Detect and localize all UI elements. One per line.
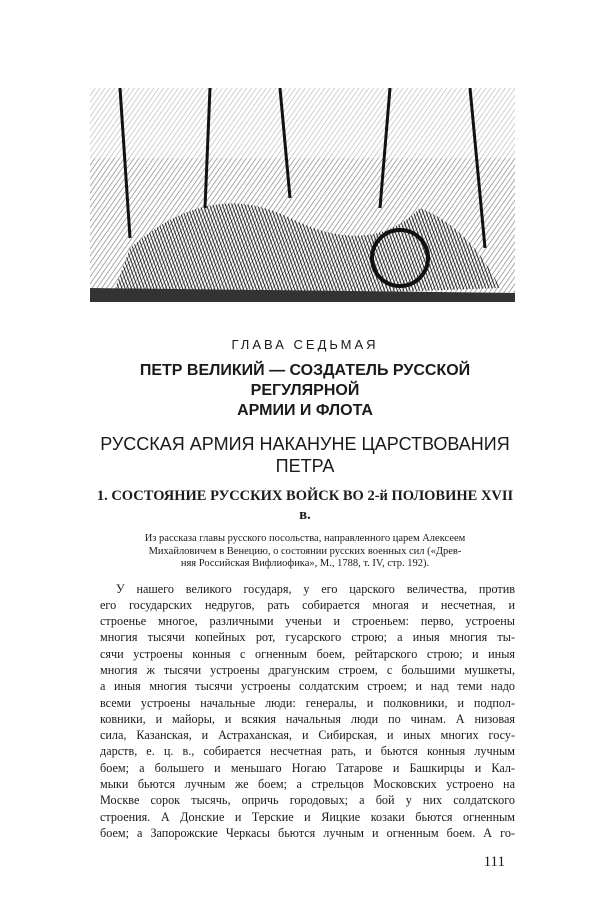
body-line: а иныя многия тысячи устроены солдатским строем; и над теми надо	[100, 679, 515, 694]
chapter-title-line: АРМИИ И ФЛОТА	[237, 402, 373, 419]
body-line: многия ж тысячи устроены драгунским строем, с большими мушкеты,	[100, 662, 515, 677]
body-line: ковники, и майоры, и всякия начальныя люди по чинам. А низовая	[100, 711, 515, 726]
body-line: Москве сорок тысячь, опричь городовых; а бой у них солдатского	[100, 793, 515, 808]
source-note-line: Михайловичем в Венецию, о состоянии русских военных сил («Древ-	[148, 545, 462, 557]
body-line: многия тысячи копейных рот, гусарского строю; а иныя многия ты-	[100, 630, 515, 645]
chapter-label: ГЛАВА СЕДЬМАЯ	[231, 337, 379, 352]
body-line: сила, Казанская, и Астраханская, и Сибирская, и иных многих госу-	[100, 728, 515, 743]
body-line: строения. А Донские и Терские и Яицкие козаки бьются огненным	[100, 809, 515, 824]
body-text	[95, 581, 515, 842]
source-note-line: Из рассказа главы русского посольства, направленного царем Алексеем	[144, 533, 466, 544]
body-line: всеми устроены начальные люди: генералы, и полковники, и подпол-	[100, 695, 515, 710]
body-line: дарств, е. ц. в., собирается несчетная рать, и бьются конныя лучным	[100, 744, 515, 759]
page-text	[95, 336, 515, 871]
page-number: 111	[483, 854, 505, 871]
body-line: строенье многое, различными ученьи и строеньем: перво, устроены	[100, 614, 515, 629]
body-line: боем; а большего и меньшаго Ногаю Татарове и Башкирцы и Кал-	[100, 760, 515, 775]
body-line: его государских недругов, рать собирается многая и несчетная, и	[100, 597, 515, 612]
part-title-line: ПЕТРА	[275, 456, 335, 476]
part-title	[95, 433, 515, 477]
section-title: 1. СОСТОЯНИЕ РУССКИХ ВОЙСК ВО 2-й ПОЛОВИНЕ XVII в.	[96, 488, 514, 523]
chapter-title-line: ПЕТР ВЕЛИКИЙ — СОЗДАТЕЛЬ РУССКОЙ РЕГУЛЯРНОЙ	[139, 362, 471, 399]
source-note	[95, 533, 515, 571]
battle-engraving-icon	[90, 88, 515, 302]
body-line: мыки бьются лучным же боем; а стрельцов Московских устроено на	[100, 777, 515, 792]
part-title-line: РУССКАЯ АРМИЯ НАКАНУНЕ ЦАРСТВОВАНИЯ	[100, 434, 510, 454]
body-line: сячи устроены конныя с огненным боем, рейтарского строю; и иныя	[100, 646, 515, 661]
body-line: У нашего великого государя, у его царского величества, против	[116, 581, 515, 596]
source-note-line: няя Российская Вифлиофика», М., 1788, т. IV, стр. 192).	[180, 558, 430, 569]
chapter-title	[95, 361, 515, 421]
battle-illustration	[90, 88, 515, 302]
body-line: боем; а Запорожские Черкасы бьются лучным и огненным боем. А го-	[100, 825, 515, 840]
